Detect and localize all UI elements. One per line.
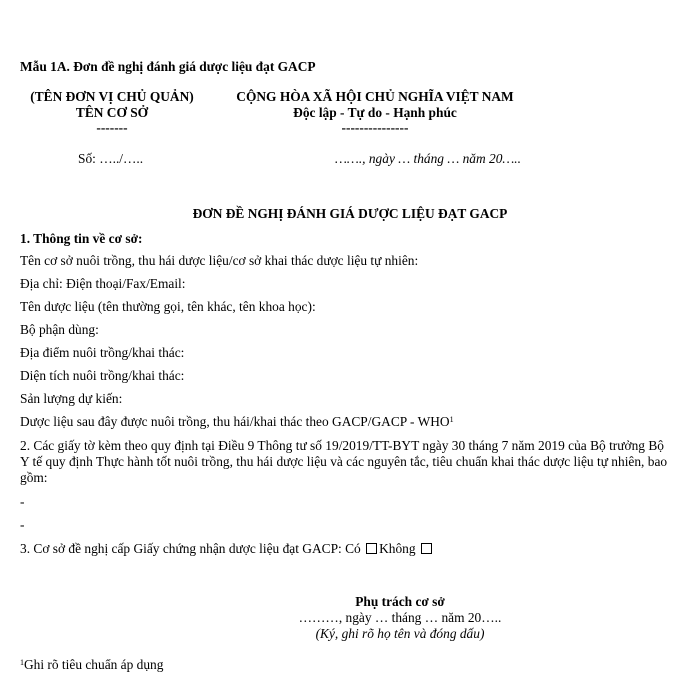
signature-title: Phụ trách cơ sở	[355, 594, 445, 609]
document-number: Số: …../…..	[78, 151, 144, 166]
section2-text: 2. Các giấy tờ kèm theo quy định tại Điều 9 Thông tư số 19/2019/TT-BYT ngày 30 tháng 7 năm 2019 của Bộ trưởng Bộ Y tế quy định Thực hành tốt nuôi trồng, thu hái dược liệu và các nguyên tắc, tiêu chuẩn khai thác dược liệu tự nhiên, bao gồm:	[20, 438, 668, 485]
option-no-label: Không	[379, 541, 416, 556]
field-gacp-standard-text: Dược liệu sau đây được nuôi trồng, thu hái/khai thác theo GACP/GACP - WHO	[20, 414, 450, 429]
footnote-ref: 1	[449, 415, 454, 424]
field-expected-yield: Sản lượng dự kiến:	[20, 391, 123, 406]
field-cultivation-location: Địa điểm nuôi trồng/khai thác:	[20, 345, 185, 360]
checkbox-no[interactable]	[421, 543, 432, 554]
footnote-text: Ghi rõ tiêu chuẩn áp dụng	[24, 657, 164, 672]
section3-text: 3. Cơ sở đề nghị cấp Giấy chứng nhận dược liệu đạt GACP: Có	[20, 541, 361, 556]
right-divider: ---------------	[341, 120, 409, 135]
signature-date: ………, ngày … tháng … năm 20…..	[298, 610, 502, 625]
field-cultivation-area: Diện tích nuôi trồng/khai thác:	[20, 368, 185, 383]
country-name: CỘNG HÒA XÃ HỘI CHỦ NGHĨA VIỆT NAM	[236, 89, 514, 104]
form-label: Mẫu 1A. Đơn đề nghị đánh giá dược liệu đạt GACP	[20, 59, 316, 74]
national-motto: Độc lập - Tự do - Hạnh phúc	[293, 105, 457, 120]
field-part-used: Bộ phận dùng:	[20, 322, 99, 337]
attachment-bullet-2: -	[20, 517, 25, 532]
left-divider: -------	[96, 120, 128, 135]
footnote-number: 1	[20, 658, 24, 667]
date-place-line: ……., ngày … tháng … năm 20…..	[335, 151, 521, 166]
field-herb-name: Tên dược liệu (tên thường gọi, tên khác, tên khoa học):	[20, 299, 316, 314]
facility-name: TÊN CƠ SỞ	[75, 105, 149, 120]
field-gacp-standard	[20, 414, 454, 430]
document-title: ĐƠN ĐỀ NGHỊ ĐÁNH GIÁ DƯỢC LIỆU ĐẠT GACP	[192, 206, 508, 221]
section1-heading: 1. Thông tin về cơ sở:	[20, 231, 143, 246]
checkbox-yes[interactable]	[366, 543, 377, 554]
field-facility-name: Tên cơ sở nuôi trồng, thu hái dược liệu/cơ sở khai thác dược liệu tự nhiên:	[20, 253, 419, 268]
signature-note: (Ký, ghi rõ họ tên và đóng dấu)	[315, 626, 485, 641]
section3-line	[20, 541, 434, 557]
footnote	[20, 657, 163, 673]
field-address-contact: Địa chỉ: Điện thoại/Fax/Email:	[20, 276, 186, 291]
parent-unit-name: (TÊN ĐƠN VỊ CHỦ QUẢN)	[30, 89, 194, 104]
attachment-bullet-1: -	[20, 494, 25, 509]
